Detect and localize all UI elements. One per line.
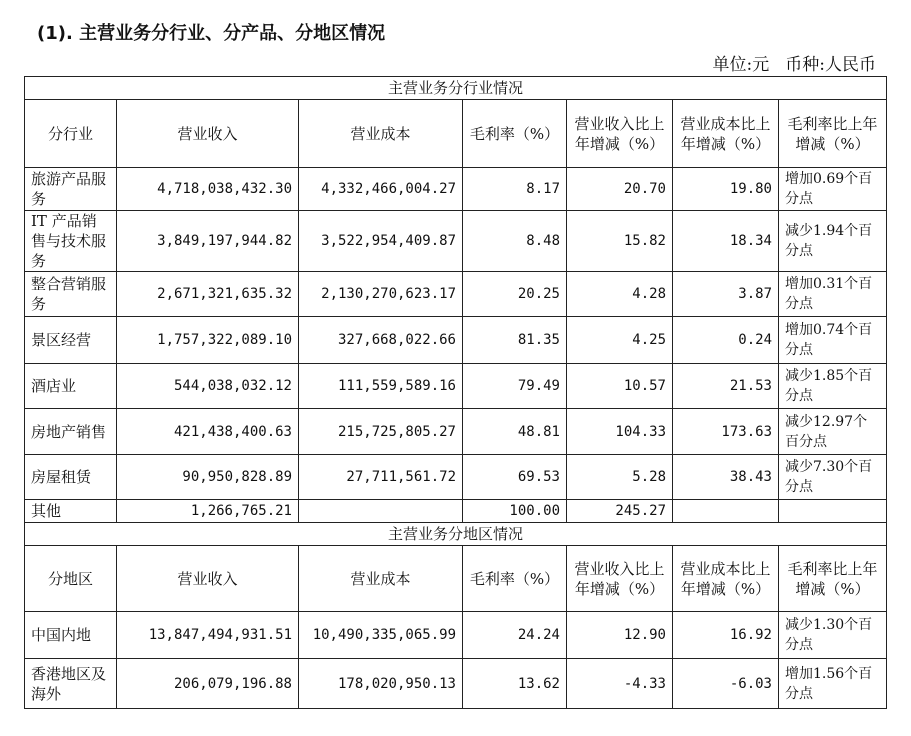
table-cell: 48.81 — [463, 409, 567, 455]
table-cell: 减少1.30个百分点 — [779, 612, 887, 659]
table-cell: 327,668,022.66 — [299, 317, 463, 364]
table-cell: 81.35 — [463, 317, 567, 364]
table-cell: 减少7.30个百分点 — [779, 455, 887, 500]
industry-section-title: 主营业务分行业情况 — [25, 77, 887, 100]
table-cell: 178,020,950.13 — [299, 659, 463, 709]
table-cell: 5.28 — [567, 455, 673, 500]
table-row — [25, 659, 887, 709]
region-header-2: 营业成本 — [299, 546, 463, 612]
table-cell: 206,079,196.88 — [117, 659, 299, 709]
table-row — [25, 364, 887, 409]
table-cell: 1,757,322,089.10 — [117, 317, 299, 364]
table-cell: 减少1.94个百分点 — [779, 211, 887, 272]
table-cell: 增加1.56个百分点 — [779, 659, 887, 709]
table-cell: 增加0.31个百分点 — [779, 272, 887, 317]
region-header-1: 营业收入 — [117, 546, 299, 612]
table-row — [25, 500, 887, 523]
table-cell: 香港地区及海外 — [25, 659, 117, 709]
table-cell: 245.27 — [567, 500, 673, 523]
table-cell: 111,559,589.16 — [299, 364, 463, 409]
region-header-4: 营业收入比上年增减（%） — [567, 546, 673, 612]
table-cell: 21.53 — [673, 364, 779, 409]
table-cell: 房屋租赁 — [25, 455, 117, 500]
table-cell — [299, 500, 463, 523]
table-cell: 215,725,805.27 — [299, 409, 463, 455]
table-cell: 旅游产品服务 — [25, 168, 117, 211]
table-cell: 10,490,335,065.99 — [299, 612, 463, 659]
table-row — [25, 409, 887, 455]
table-cell: 3,849,197,944.82 — [117, 211, 299, 272]
table-cell: 整合营销服务 — [25, 272, 117, 317]
industry-header-1: 营业收入 — [117, 100, 299, 168]
table-cell: 544,038,032.12 — [117, 364, 299, 409]
table-cell: 20.70 — [567, 168, 673, 211]
table-cell: 4,718,038,432.30 — [117, 168, 299, 211]
table-cell: 100.00 — [463, 500, 567, 523]
industry-header-4: 营业收入比上年增减（%） — [567, 100, 673, 168]
table-cell — [673, 500, 779, 523]
table-cell: 3.87 — [673, 272, 779, 317]
table-cell: 13.62 — [463, 659, 567, 709]
table-cell: 19.80 — [673, 168, 779, 211]
table-cell: 8.17 — [463, 168, 567, 211]
currency-label: 币种:人民币 — [785, 55, 876, 75]
industry-header-3: 毛利率（%） — [463, 100, 567, 168]
unit-line — [713, 50, 876, 75]
table-cell: 3,522,954,409.87 — [299, 211, 463, 272]
table-cell: 38.43 — [673, 455, 779, 500]
table-cell — [779, 500, 887, 523]
region-header-0: 分地区 — [25, 546, 117, 612]
table-cell: 10.57 — [567, 364, 673, 409]
table-cell: 4.25 — [567, 317, 673, 364]
table-cell: 90,950,828.89 — [117, 455, 299, 500]
region-header-5: 营业成本比上年增减（%） — [673, 546, 779, 612]
unit-label: 单位:元 — [712, 55, 770, 75]
table-cell: 18.34 — [673, 211, 779, 272]
table-cell: 房地产销售 — [25, 409, 117, 455]
table-cell: 15.82 — [567, 211, 673, 272]
region-header-6: 毛利率比上年增减（%） — [779, 546, 887, 612]
table-cell: -6.03 — [673, 659, 779, 709]
section-heading: (1). 主营业务分行业、分产品、分地区情况 — [37, 23, 386, 44]
business-table — [24, 76, 887, 709]
table-row — [25, 612, 887, 659]
region-header-3: 毛利率（%） — [463, 546, 567, 612]
table-cell: 8.48 — [463, 211, 567, 272]
industry-header-6: 毛利率比上年增减（%） — [779, 100, 887, 168]
table-cell: 13,847,494,931.51 — [117, 612, 299, 659]
industry-header-2: 营业成本 — [299, 100, 463, 168]
table-cell: 2,130,270,623.17 — [299, 272, 463, 317]
table-cell: 增加0.69个百分点 — [779, 168, 887, 211]
industry-header-5: 营业成本比上年增减（%） — [673, 100, 779, 168]
region-section-title: 主营业务分地区情况 — [25, 523, 887, 546]
table-cell: 79.49 — [463, 364, 567, 409]
table-cell: 12.90 — [567, 612, 673, 659]
table-cell: 27,711,561.72 — [299, 455, 463, 500]
table-cell: 酒店业 — [25, 364, 117, 409]
table-cell: 69.53 — [463, 455, 567, 500]
table-cell: -4.33 — [567, 659, 673, 709]
table-cell: 增加0.74个百分点 — [779, 317, 887, 364]
table-cell: 173.63 — [673, 409, 779, 455]
table-cell: 24.24 — [463, 612, 567, 659]
table-cell: 16.92 — [673, 612, 779, 659]
table-row — [25, 168, 887, 211]
table-row — [25, 272, 887, 317]
table-cell: 中国内地 — [25, 612, 117, 659]
table-cell: 421,438,400.63 — [117, 409, 299, 455]
industry-header-0: 分行业 — [25, 100, 117, 168]
table-cell: 20.25 — [463, 272, 567, 317]
table-row — [25, 211, 887, 272]
table-cell: IT 产品销售与技术服务 — [25, 211, 117, 272]
table-cell: 0.24 — [673, 317, 779, 364]
table-header-row — [25, 100, 887, 168]
table-cell: 景区经营 — [25, 317, 117, 364]
table-header-row — [25, 546, 887, 612]
table-cell: 2,671,321,635.32 — [117, 272, 299, 317]
table-cell: 4,332,466,004.27 — [299, 168, 463, 211]
table-row — [25, 455, 887, 500]
table-cell: 1,266,765.21 — [117, 500, 299, 523]
table-cell: 104.33 — [567, 409, 673, 455]
table-cell: 其他 — [25, 500, 117, 523]
table-cell: 减少12.97个百分点 — [779, 409, 887, 455]
table-row — [25, 317, 887, 364]
table-cell: 4.28 — [567, 272, 673, 317]
table-cell: 减少1.85个百分点 — [779, 364, 887, 409]
